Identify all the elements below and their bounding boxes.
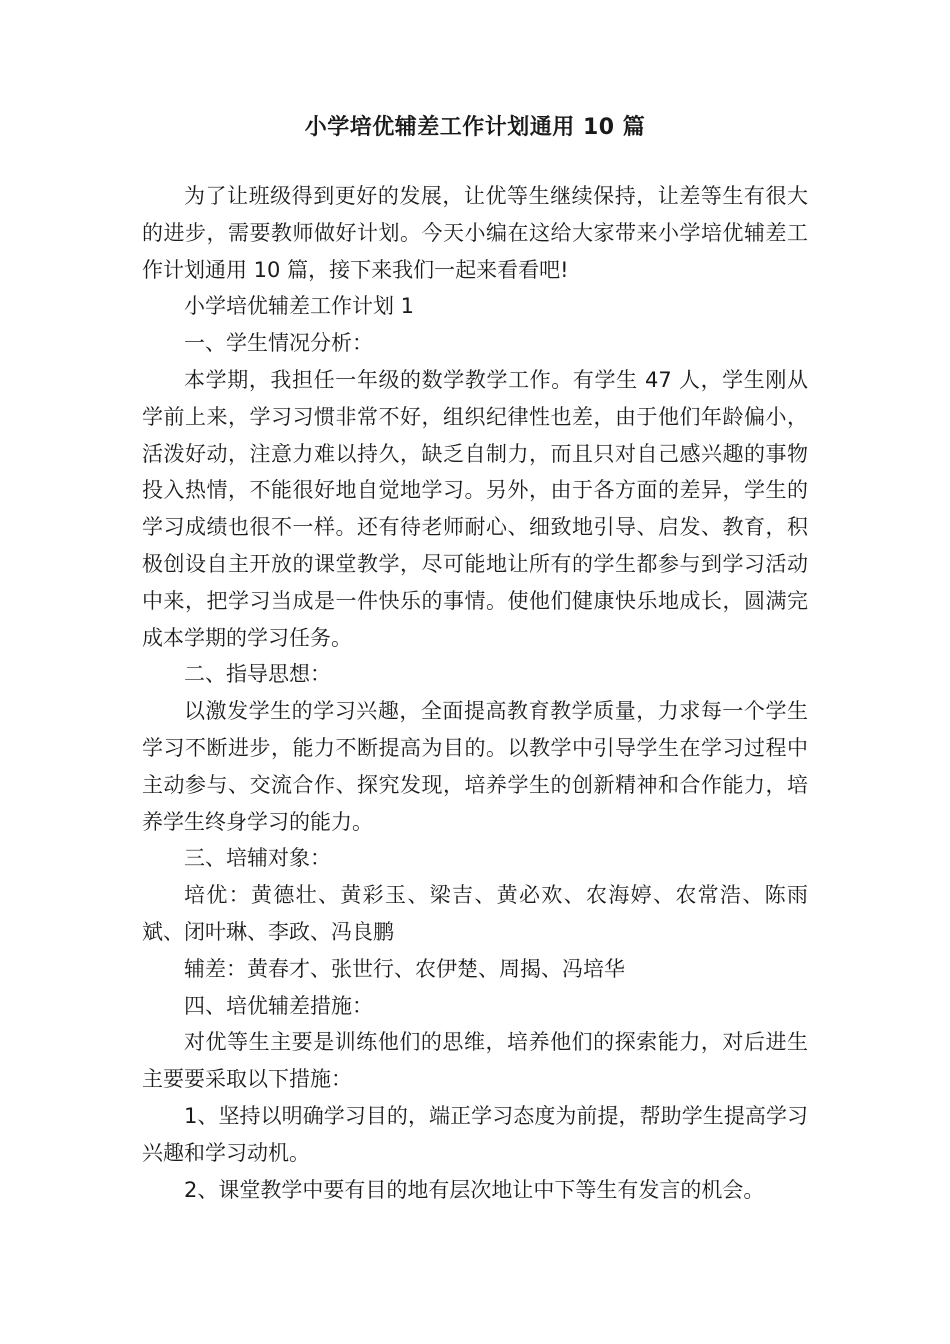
paragraph-intro: 为了让班级得到更好的发展，让优等生继续保持，让差等生有很大的进步，需要教师做好计划。今天小编在这给大家带来小学培优辅差工作计划通用 10 篇，接下来我们一起来看看吧! bbox=[142, 184, 808, 282]
paragraph-struggling-students: 辅差：黄春才、张世行、农伊楚、周揭、冯培华 bbox=[184, 956, 625, 981]
heading-measures: 四、培优辅差措施： bbox=[184, 993, 373, 1018]
document-body bbox=[142, 178, 808, 1208]
paragraph-measure-2: 2、课堂教学中要有目的地有层次地让中下等生有发言的机会。 bbox=[184, 1177, 765, 1202]
paragraph-student-analysis: 本学期，我担任一年级的数学教学工作。有学生 47 人，学生刚从学前上来，学习习惯非常不好，组织纪律性也差，由于他们年龄偏小，活泼好动，注意力难以持久，缺乏自制力，而且只对自己感兴趣的事物投入热情，不能很好地自觉地学习。另外，由于各方面的差异，学生的学习成绩也很不一样。还有待老师耐心、细致地引导、启发、教育，积极创设自主开放的课堂教学，尽可能地让所有的学生都参与到学习活动中来，把学习当成是一件快乐的事情。使他们健康快乐地成长，圆满完成本学期的学习任务。 bbox=[142, 367, 808, 650]
heading-target-students: 三、培辅对象： bbox=[184, 846, 331, 871]
section-heading-plan-1: 小学培优辅差工作计划 1 bbox=[184, 294, 415, 319]
document-title: 小学培优辅差工作计划通用 10 篇 bbox=[304, 115, 646, 140]
heading-student-analysis: 一、学生情况分析： bbox=[184, 331, 373, 356]
paragraph-measures-intro: 对优等生主要是训练他们的思维，培养他们的探索能力，对后进生主要要采取以下措施： bbox=[142, 1030, 808, 1092]
paragraph-measure-1: 1、坚持以明确学习目的，端正学习态度为前提，帮助学生提高学习兴趣和学习动机。 bbox=[142, 1103, 808, 1165]
heading-guiding-principle: 二、指导思想： bbox=[184, 662, 331, 687]
paragraph-guiding-principle: 以激发学生的学习兴趣，全面提高教育教学质量，力求每一个学生学习不断进步，能力不断提高为目的。以教学中引导学生在学习过程中主动参与、交流合作、探究发现，培养学生的创新精神和合作能力，培养学生终身学习的能力。 bbox=[142, 699, 808, 834]
paragraph-excellent-students: 培优：黄德壮、黄彩玉、梁吉、黄必欢、农海婷、农常浩、陈雨斌、闭叶琳、李政、冯良鹏 bbox=[142, 883, 808, 944]
